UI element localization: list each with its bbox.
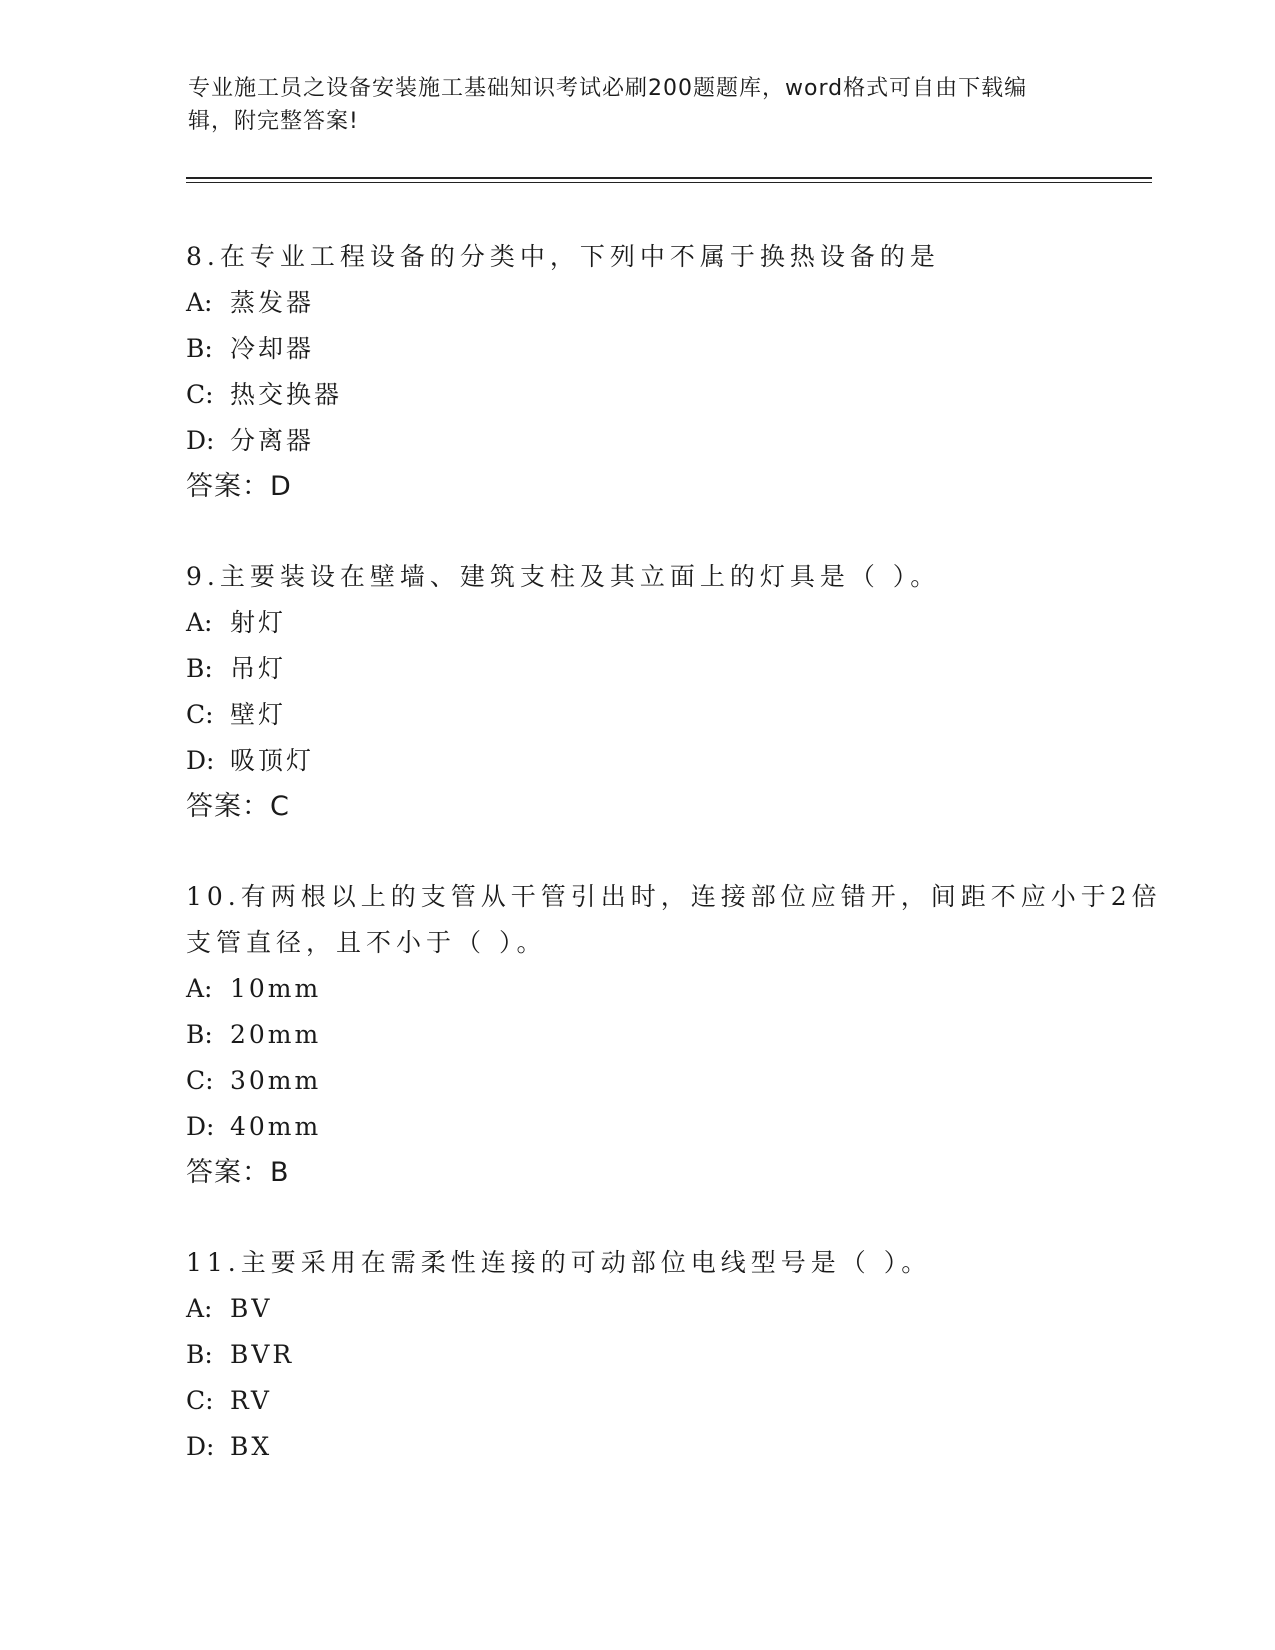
option-letter: D: <box>186 426 215 455</box>
option-a <box>186 600 1186 646</box>
option-text: 20mm <box>230 1020 322 1049</box>
option-letter: B: <box>186 334 213 363</box>
option-d <box>186 418 1186 464</box>
answer-line: 答案：B <box>186 1157 290 1188</box>
option-text: BV <box>230 1294 273 1323</box>
option-text: 40mm <box>230 1112 322 1141</box>
header-rule <box>186 177 1152 179</box>
question-text: 8.在专业工程设备的分类中，下列中不属于换热设备的是 <box>186 242 940 271</box>
option-letter: A: <box>186 608 213 637</box>
option-b <box>186 646 1186 692</box>
question-text: 11.主要采用在需柔性连接的可动部位电线型号是（ ）。 <box>186 1248 932 1277</box>
document-header: 专业施工员之设备安装施工基础知识考试必刷200题题库，word格式可自由下载编辑，附完整答案! <box>188 76 1028 134</box>
question-list <box>186 234 1186 1514</box>
option-text: 30mm <box>230 1066 322 1095</box>
option-letter: C: <box>186 380 214 409</box>
option-d <box>186 738 1186 784</box>
option-a <box>186 280 1186 326</box>
option-text: 热交换器 <box>230 380 343 409</box>
question-10 <box>186 874 1186 1196</box>
question-11 <box>186 1240 1186 1470</box>
option-letter: D: <box>186 746 215 775</box>
option-text: BVR <box>230 1340 295 1369</box>
option-letter: B: <box>186 1340 213 1369</box>
option-letter: A: <box>186 974 213 1003</box>
option-text: 吊灯 <box>230 654 287 683</box>
option-letter: D: <box>186 1432 215 1461</box>
question-9 <box>186 554 1186 830</box>
option-text: 10mm <box>230 974 322 1003</box>
option-letter: C: <box>186 1386 214 1415</box>
question-8 <box>186 234 1186 510</box>
question-text: 9.主要装设在壁墙、建筑支柱及其立面上的灯具是（ ）。 <box>186 562 941 591</box>
option-d <box>186 1104 1186 1150</box>
option-a <box>186 966 1186 1012</box>
option-text: 分离器 <box>230 426 315 455</box>
option-text: 射灯 <box>230 608 287 637</box>
option-text: RV <box>230 1386 272 1415</box>
option-c <box>186 1378 1186 1424</box>
option-c <box>186 692 1186 738</box>
option-letter: D: <box>186 1112 215 1141</box>
option-text: 冷却器 <box>230 334 315 363</box>
option-letter: B: <box>186 1020 213 1049</box>
option-b <box>186 1012 1186 1058</box>
option-d <box>186 1424 1186 1470</box>
option-b <box>186 1332 1186 1378</box>
answer-line: 答案：C <box>186 791 290 822</box>
option-letter: C: <box>186 1066 214 1095</box>
option-a <box>186 1286 1186 1332</box>
option-b <box>186 326 1186 372</box>
option-letter: A: <box>186 288 213 317</box>
option-text: 吸顶灯 <box>230 746 315 775</box>
option-letter: C: <box>186 700 214 729</box>
option-letter: B: <box>186 654 213 683</box>
question-text: 10.有两根以上的支管从干管引出时，连接部位应错开，间距不应小于2倍支管直径，且不小于（ ）。 <box>186 882 1162 957</box>
header-rule-thin <box>186 182 1152 183</box>
option-c <box>186 1058 1186 1104</box>
option-letter: A: <box>186 1294 213 1323</box>
option-text: BX <box>230 1432 273 1461</box>
option-text: 蒸发器 <box>230 288 315 317</box>
answer-line: 答案：D <box>186 471 292 502</box>
option-c <box>186 372 1186 418</box>
option-text: 壁灯 <box>230 700 287 729</box>
